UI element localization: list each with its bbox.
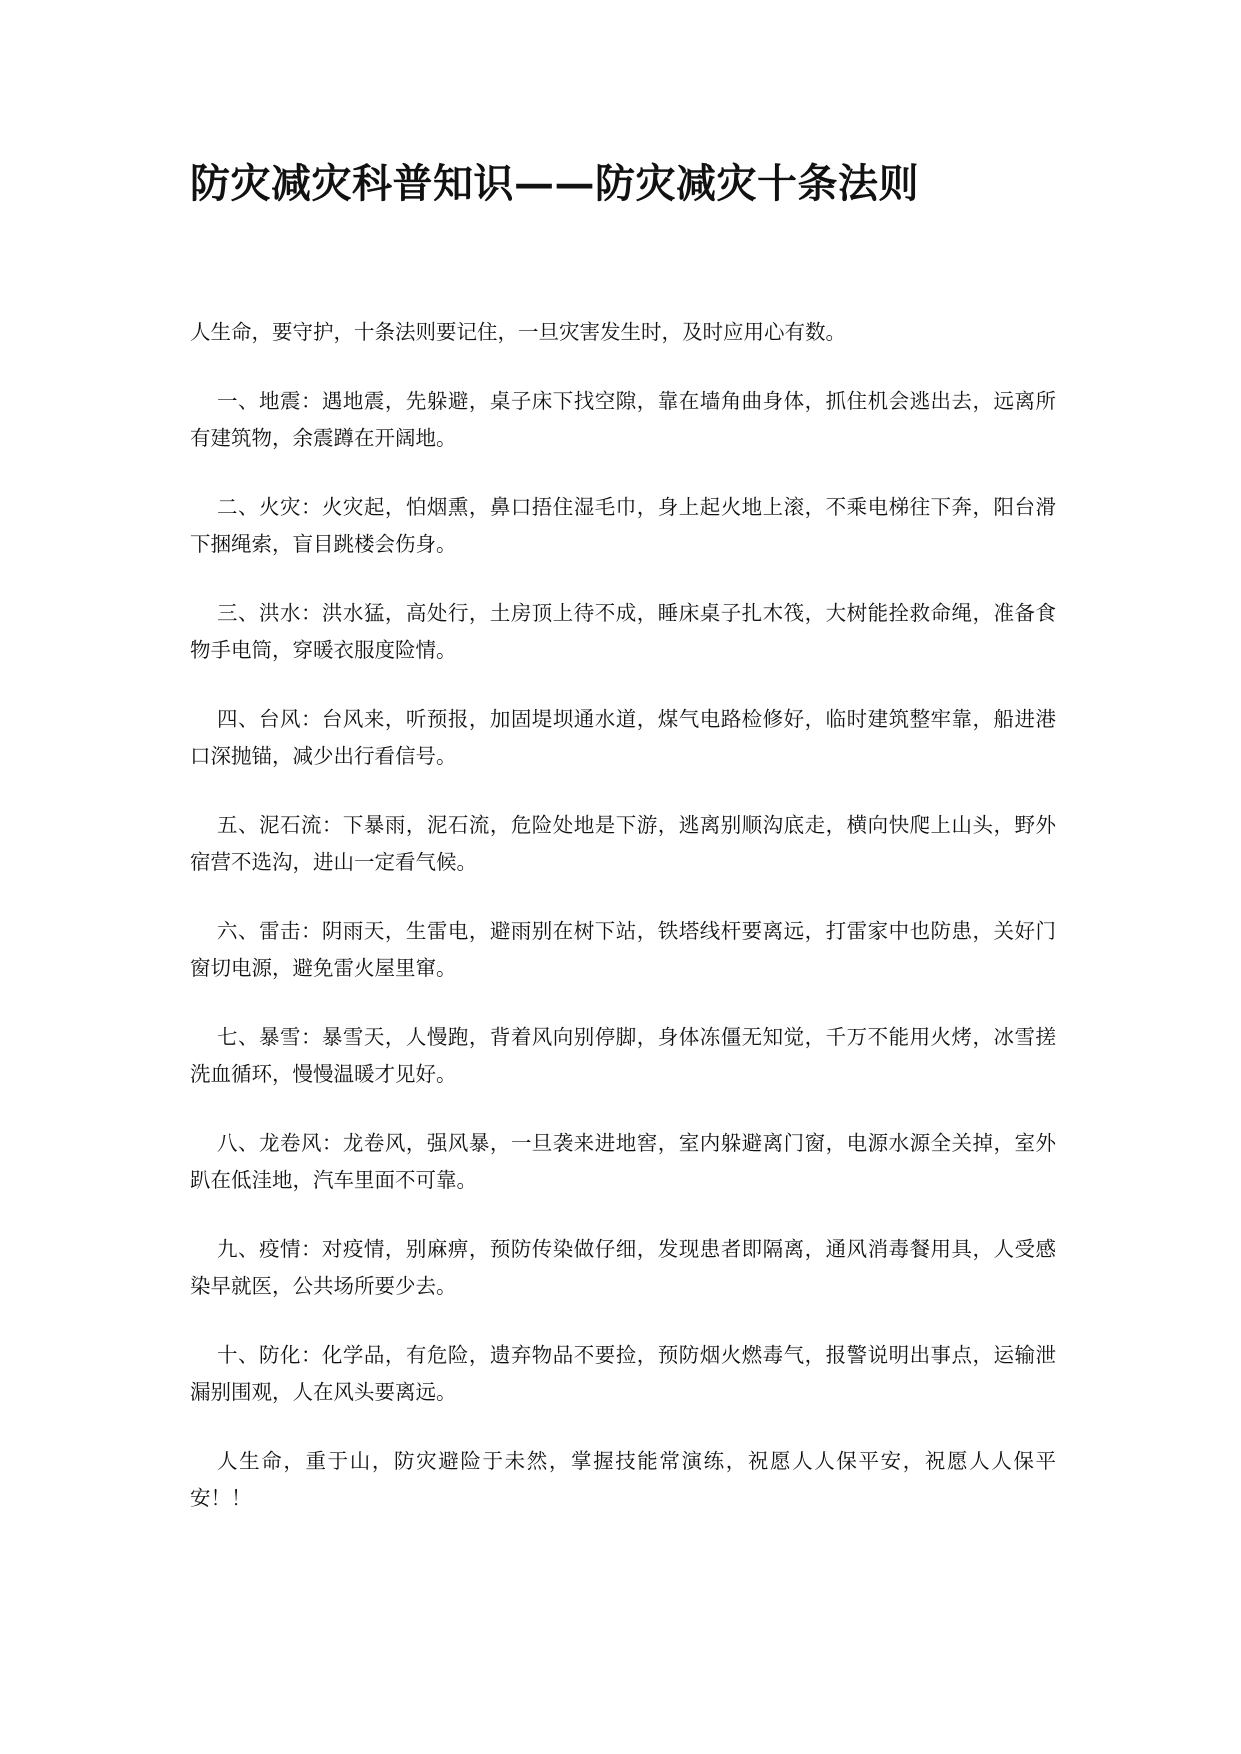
rule-epidemic-paragraph: 九、疫情：对疫情，别麻痹，预防传染做仔细，发现患者即隔离，通风消毒餐用具，人受感染早就医，公共场所要少去。 [190,1237,1056,1298]
document-title: 防灾减灾科普知识——防灾减灾十条法则 [190,160,919,207]
rule-typhoon-paragraph: 四、台风：台风来，听预报，加固堤坝通水道，煤气电路检修好，临时建筑整牢靠，船进港口深抛锚，减少出行看信号。 [190,707,1056,768]
intro-paragraph: 人生命，要守护，十条法则要记住，一旦灾害发生时，及时应用心有数。 [190,320,846,344]
rule-earthquake-paragraph: 一、地震：遇地震，先躲避，桌子床下找空隙，靠在墙角曲身体，抓住机会逃出去，远离所有建筑物，余震蹲在开阔地。 [190,389,1056,450]
rule-flood-paragraph: 三、洪水：洪水猛，高处行，土房顶上待不成，睡床桌子扎木筏，大树能拴救命绳，准备食物手电筒，穿暖衣服度险情。 [190,601,1056,662]
rule-lightning-paragraph: 六、雷击：阴雨天，生雷电，避雨别在树下站，铁塔线杆要离远，打雷家中也防患，关好门窗切电源，避免雷火屋里窜。 [190,919,1056,980]
rule-tornado-paragraph: 八、龙卷风：龙卷风，强风暴，一旦袭来进地窖，室内躲避离门窗，电源水源全关掉，室外趴在低洼地，汽车里面不可靠。 [190,1131,1056,1192]
rule-mudslide-paragraph: 五、泥石流：下暴雨，泥石流，危险处地是下游，逃离别顺沟底走，横向快爬上山头，野外宿营不选沟，进山一定看气候。 [190,813,1056,874]
closing-paragraph: 人生命，重于山，防灾避险于未然，掌握技能常演练，祝愿人人保平安，祝愿人人保平安！！ [190,1449,1056,1510]
rule-chemical-paragraph: 十、防化：化学品，有危险，遗弃物品不要捡，预防烟火燃毒气，报警说明出事点，运输泄漏别围观，人在风头要离远。 [190,1343,1056,1404]
document-body [190,314,1056,1549]
rule-snowstorm-paragraph: 七、暴雪：暴雪天，人慢跑，背着风向别停脚，身体冻僵无知觉，千万不能用火烤，冰雪搓洗血循环，慢慢温暖才见好。 [190,1025,1056,1086]
rule-fire-paragraph: 二、火灾：火灾起，怕烟熏，鼻口捂住湿毛巾，身上起火地上滚，不乘电梯往下奔，阳台滑下捆绳索，盲目跳楼会伤身。 [190,495,1056,556]
